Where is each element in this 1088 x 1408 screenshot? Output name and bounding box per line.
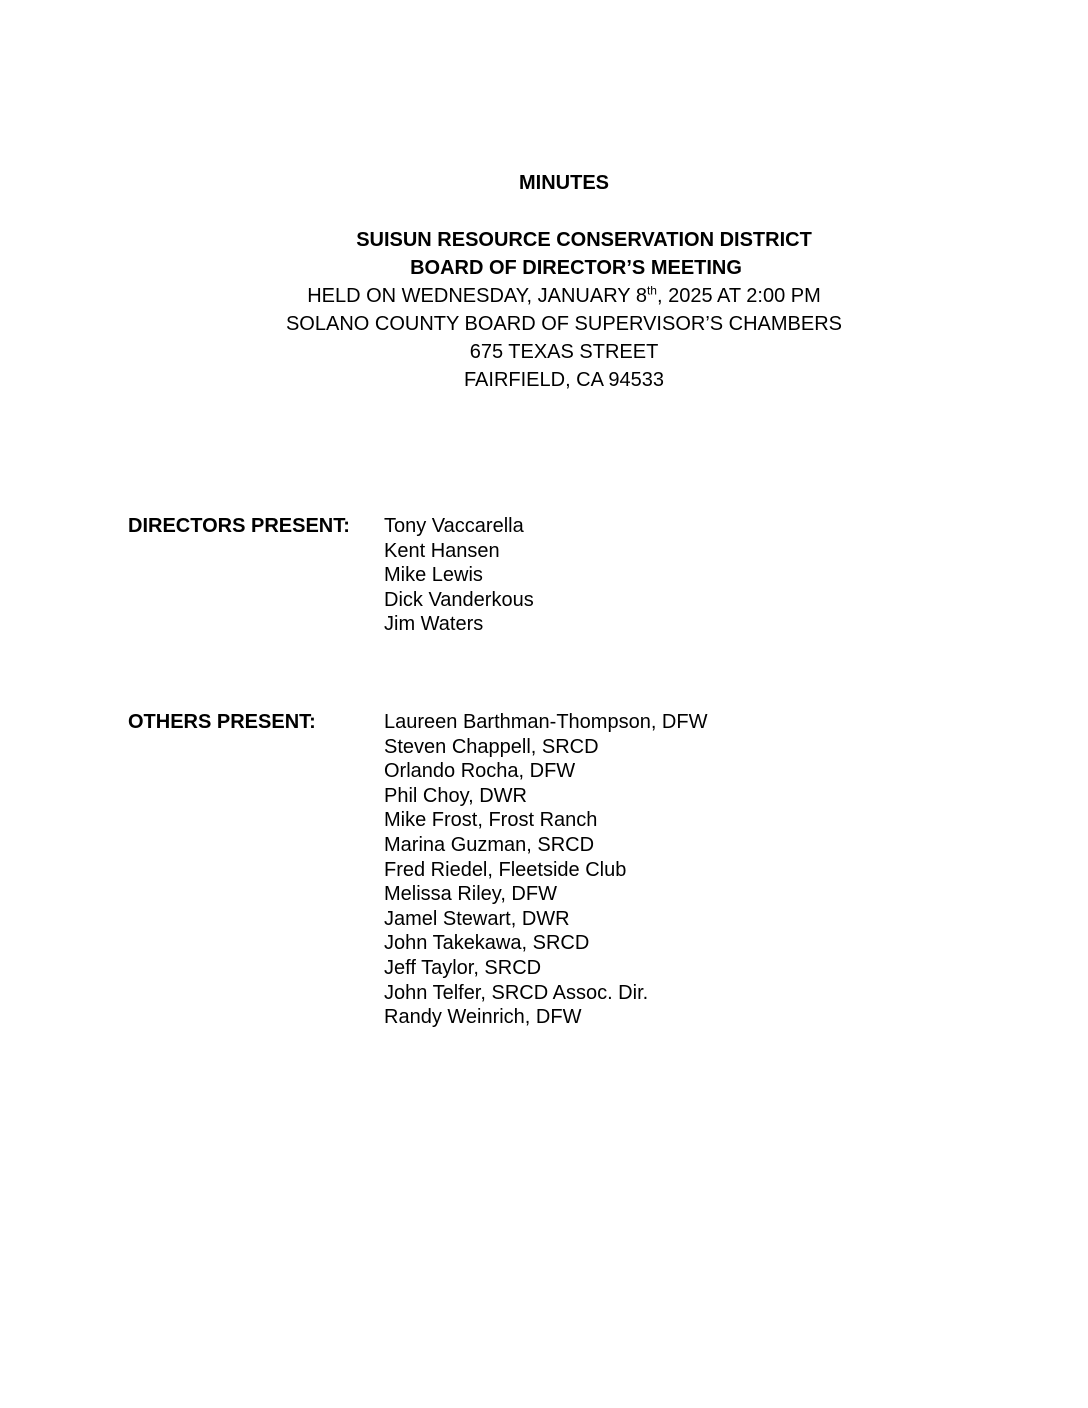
directors-list bbox=[384, 514, 534, 637]
attendee-name: Steven Chappell, SRCD bbox=[384, 735, 599, 758]
attendee-name: Phil Choy, DWR bbox=[384, 784, 527, 807]
director-name: Mike Lewis bbox=[384, 564, 483, 587]
director-name: Jim Waters bbox=[384, 613, 484, 636]
attendee-name: John Telfer, SRCD Assoc. Dir. bbox=[384, 981, 649, 1004]
attendee-name: Melissa Riley, DFW bbox=[384, 883, 557, 906]
meeting-location: SOLANO COUNTY BOARD OF SUPERVISOR’S CHAMBERS bbox=[285, 313, 843, 335]
attendee-name: John Takekawa, SRCD bbox=[384, 932, 590, 955]
others-present-label: OTHERS PRESENT: bbox=[128, 711, 316, 733]
meeting-date-ordinal: th bbox=[646, 283, 657, 298]
attendee-name: Orlando Rocha, DFW bbox=[384, 760, 576, 783]
director-name: Tony Vaccarella bbox=[384, 515, 524, 537]
meeting-name: BOARD OF DIRECTOR’S MEETING bbox=[410, 257, 742, 279]
attendee-name: Marina Guzman, SRCD bbox=[384, 833, 595, 856]
meeting-header bbox=[0, 226, 1088, 394]
director-name: Kent Hansen bbox=[384, 539, 500, 562]
document-title: MINUTES bbox=[519, 172, 609, 194]
meeting-street: 675 TEXAS STREET bbox=[469, 341, 659, 363]
organization-name: SUISUN RESOURCE CONSERVATION DISTRICT bbox=[356, 229, 812, 251]
meeting-city: FAIRFIELD, CA 94533 bbox=[463, 369, 665, 391]
meeting-date-line bbox=[40, 282, 1088, 310]
attendee-name: Randy Weinrich, DFW bbox=[384, 1006, 582, 1029]
others-list bbox=[384, 710, 707, 1030]
attendee-name: Jamel Stewart, DWR bbox=[384, 907, 570, 930]
attendee-name: Mike Frost, Frost Ranch bbox=[384, 809, 598, 832]
meeting-date-suffix: , 2025 AT 2:00 PM bbox=[656, 285, 821, 307]
meeting-date-prefix: HELD ON WEDNESDAY, JANUARY 8 bbox=[307, 285, 647, 307]
director-name: Dick Vanderkous bbox=[384, 588, 534, 611]
attendee-name: Laureen Barthman-Thompson, DFW bbox=[384, 711, 708, 733]
attendee-name: Jeff Taylor, SRCD bbox=[384, 956, 542, 979]
attendee-name: Fred Riedel, Fleetside Club bbox=[384, 858, 627, 881]
directors-present-label: DIRECTORS PRESENT: bbox=[128, 515, 350, 537]
